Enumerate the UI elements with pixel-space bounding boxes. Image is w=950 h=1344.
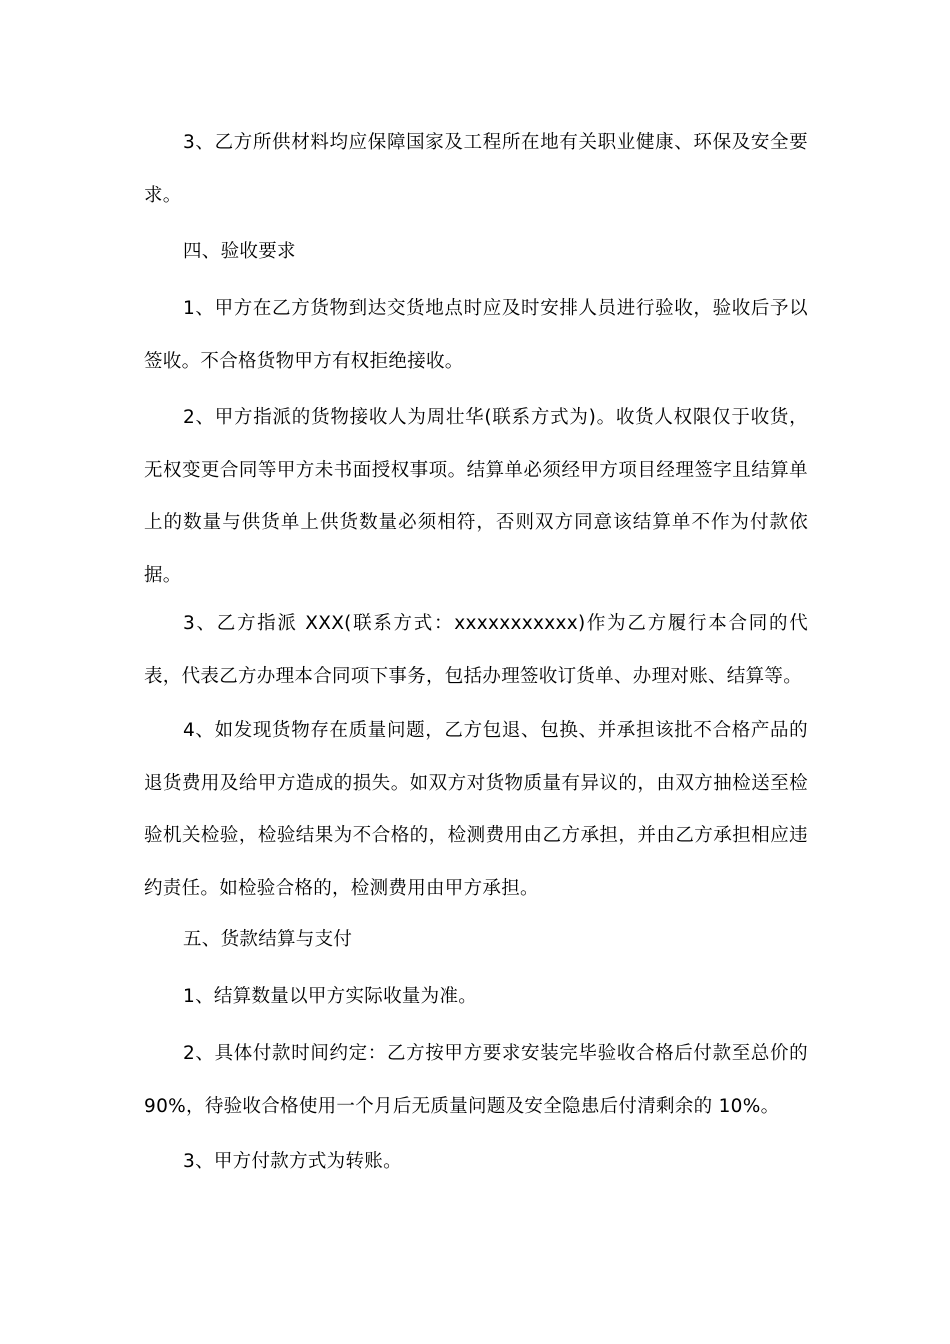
clause-3-supplier-representative: 3、乙方指派 XXX(联系方式：xxxxxxxxxxx)作为乙方履行本合同的代表，代表乙方办理本合同项下事务，包括办理签收订货单、办理对账、结算等。 — [144, 613, 808, 687]
section-heading-payment: 五、货款结算与支付 — [183, 929, 353, 950]
clause-4-quality-issues: 4、如发现货物存在质量问题，乙方包退、包换、并承担该批不合格产品的退货费用及给甲方造成的损失。如双方对货物质量有异议的，由双方抽检送至检验机关检验，检验结果为不合格的，检测费用由乙方承担，并由乙方承担相应违约责任。如检验合格的，检测费用由甲方承担。 — [144, 720, 808, 899]
clause-2-payment-schedule: 2、具体付款时间约定：乙方按甲方要求安装完毕验收合格后付款至总价的90%，待验收合格使用一个月后无质量问题及安全隐患后付清剩余的 10%。 — [144, 1043, 808, 1117]
clause-3-material-safety: 3、乙方所供材料均应保障国家及工程所在地有关职业健康、环保及安全要求。 — [144, 132, 808, 206]
clause-3-payment-method: 3、甲方付款方式为转账。 — [183, 1151, 402, 1172]
clause-1-acceptance-inspection: 1、甲方在乙方货物到达交货地点时应及时安排人员进行验收，验收后予以签收。不合格货物甲方有权拒绝接收。 — [144, 298, 808, 372]
section-heading-acceptance: 四、验收要求 — [183, 241, 296, 262]
clause-1-settlement-quantity: 1、结算数量以甲方实际收量为准。 — [183, 986, 478, 1007]
clause-2-receiver-designation: 2、甲方指派的货物接收人为周壮华(联系方式为)。收货人权限仅于收货，无权变更合同等甲方未书面授权事项。结算单必须经甲方项目经理签字且结算单上的数量与供货单上供货数量必须相符，否则双方同意该结算单不作为付款依据。 — [144, 407, 808, 586]
